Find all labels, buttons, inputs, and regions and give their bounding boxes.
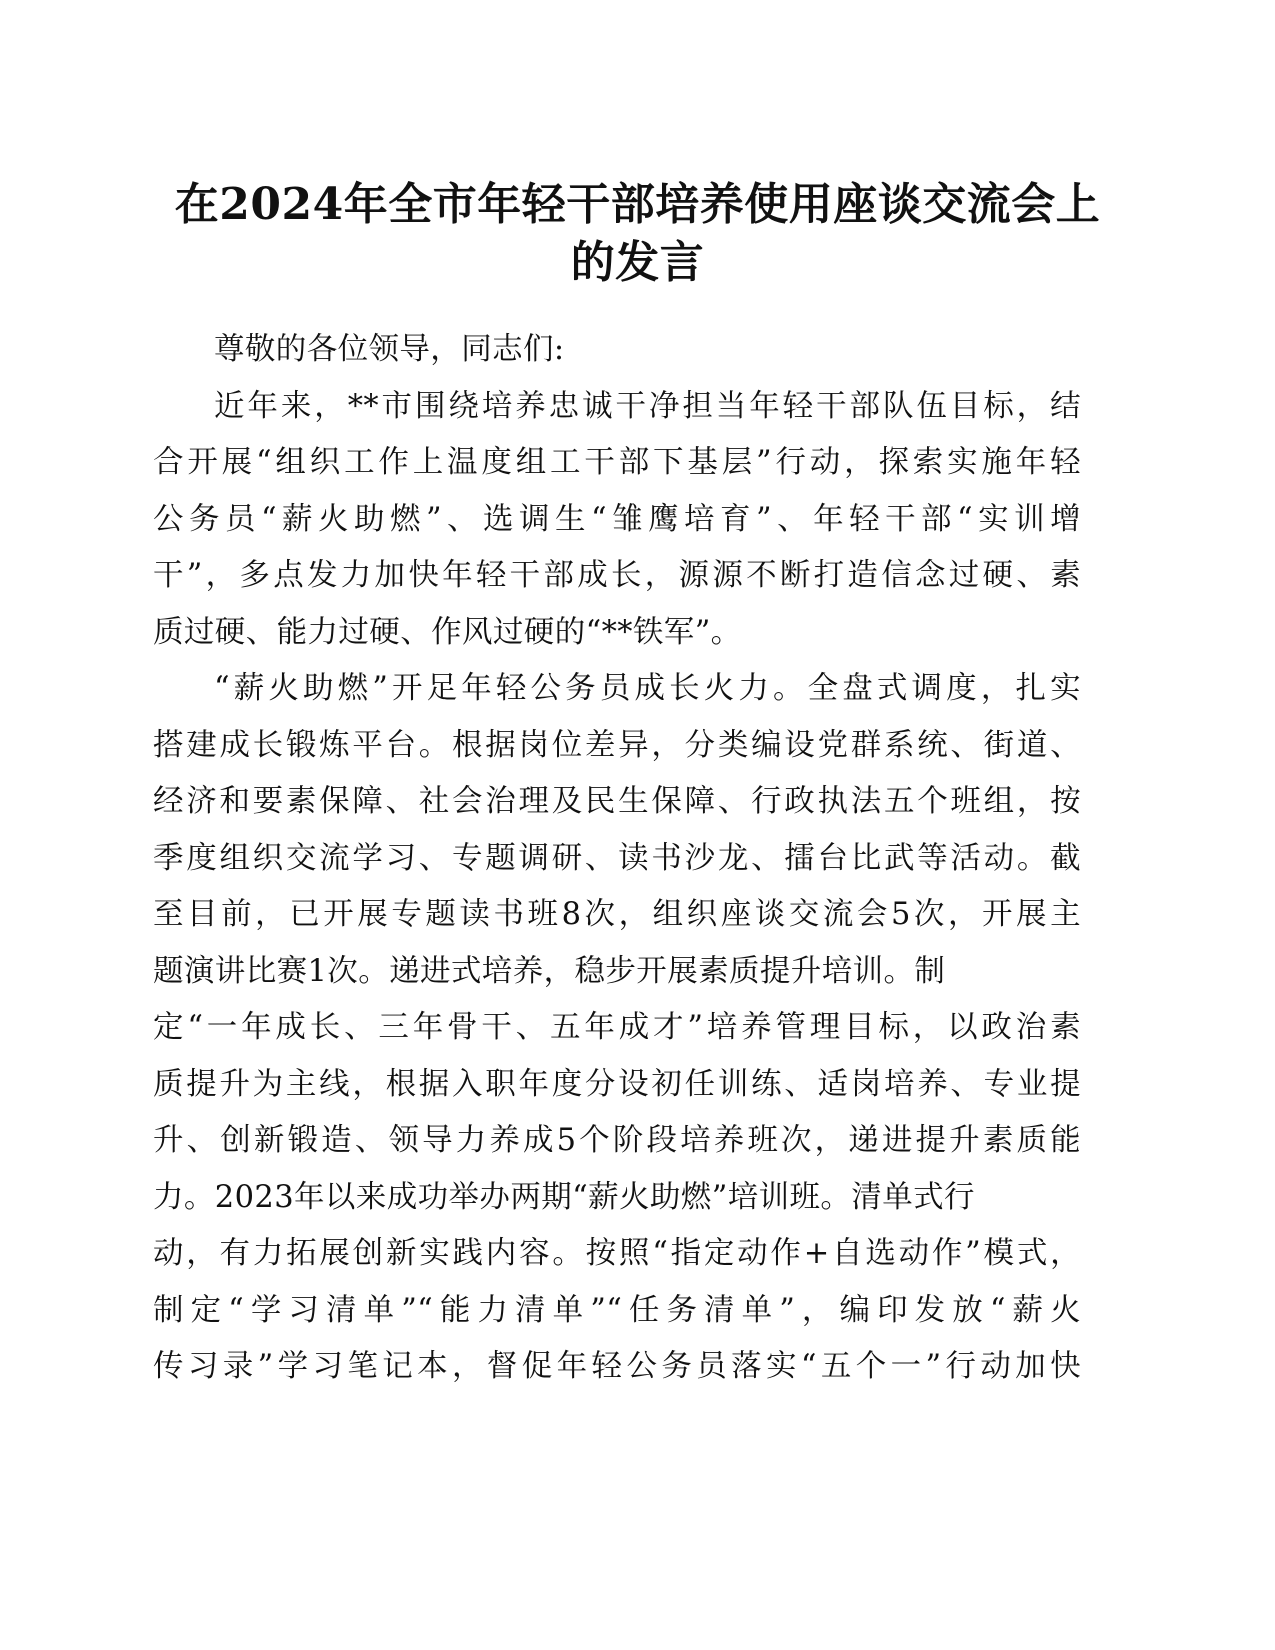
paragraph-line: 升、创新锻造、领导力养成5个阶段培养班次，递进提升素质能 xyxy=(153,1123,1081,1158)
paragraph-line: “薪火助燃”开足年轻公务员成长火力。全盘式调度，扎实 xyxy=(214,671,1081,706)
paragraph-line: 动，有力拓展创新实践内容。按照“指定动作+自选动作”模式， xyxy=(153,1236,1081,1271)
document-title xyxy=(150,176,1125,292)
paragraph-line: 近年来，**市围绕培养忠诚干净担当年轻干部队伍目标，结 xyxy=(214,388,1081,424)
paragraph-line: 题演讲比赛1次。递进式培养，稳步开展素质提升培训。制 xyxy=(153,953,946,989)
paragraph-line: 季度组织交流学习、专题调研、读书沙龙、擂台比武等活动。截 xyxy=(153,840,1081,876)
salutation-line: 尊敬的各位领导，同志们: xyxy=(214,332,565,367)
paragraph-line: 合开展“组织工作上温度组工干部下基层”行动，探索实施年轻 xyxy=(153,445,1081,480)
title-line-2: 的发言 xyxy=(570,237,705,288)
paragraph-line: 制定“学习清单”“能力清单”“任务清单”，编印发放“薪火 xyxy=(153,1292,1081,1328)
document-body xyxy=(153,322,1081,1396)
paragraph-line: 经济和要素保障、社会治理及民生保障、行政执法五个班组，按 xyxy=(153,784,1081,819)
paragraph-line: 公务员“薪火助燃”、选调生“雏鹰培育”、年轻干部“实训增 xyxy=(153,501,1081,537)
title-line-1: 在2024年全市年轻干部培养使用座谈交流会上 xyxy=(174,179,1101,230)
paragraph-line: 搭建成长锻炼平台。根据岗位差异，分类编设党群系统、街道、 xyxy=(153,727,1081,763)
paragraph-line: 传习录”学习笔记本，督促年轻公务员落实“五个一”行动加快 xyxy=(153,1349,1081,1384)
paragraph-line: 至目前，已开展专题读书班8次，组织座谈交流会5次，开展主 xyxy=(153,897,1081,932)
paragraph-line: 干”，多点发力加快年轻干部成长，源源不断打造信念过硬、素 xyxy=(153,558,1081,593)
paragraph-line: 质过硬、能力过硬、作风过硬的“**铁军”。 xyxy=(153,614,742,650)
paragraph-line: 定“一年成长、三年骨干、五年成才”培养管理目标，以政治素 xyxy=(153,1010,1081,1045)
paragraph-line: 力。2023年以来成功举办两期“薪火助燃”培训班。清单式行 xyxy=(153,1179,975,1215)
paragraph-line: 质提升为主线，根据入职年度分设初任训练、适岗培养、专业提 xyxy=(153,1066,1081,1102)
